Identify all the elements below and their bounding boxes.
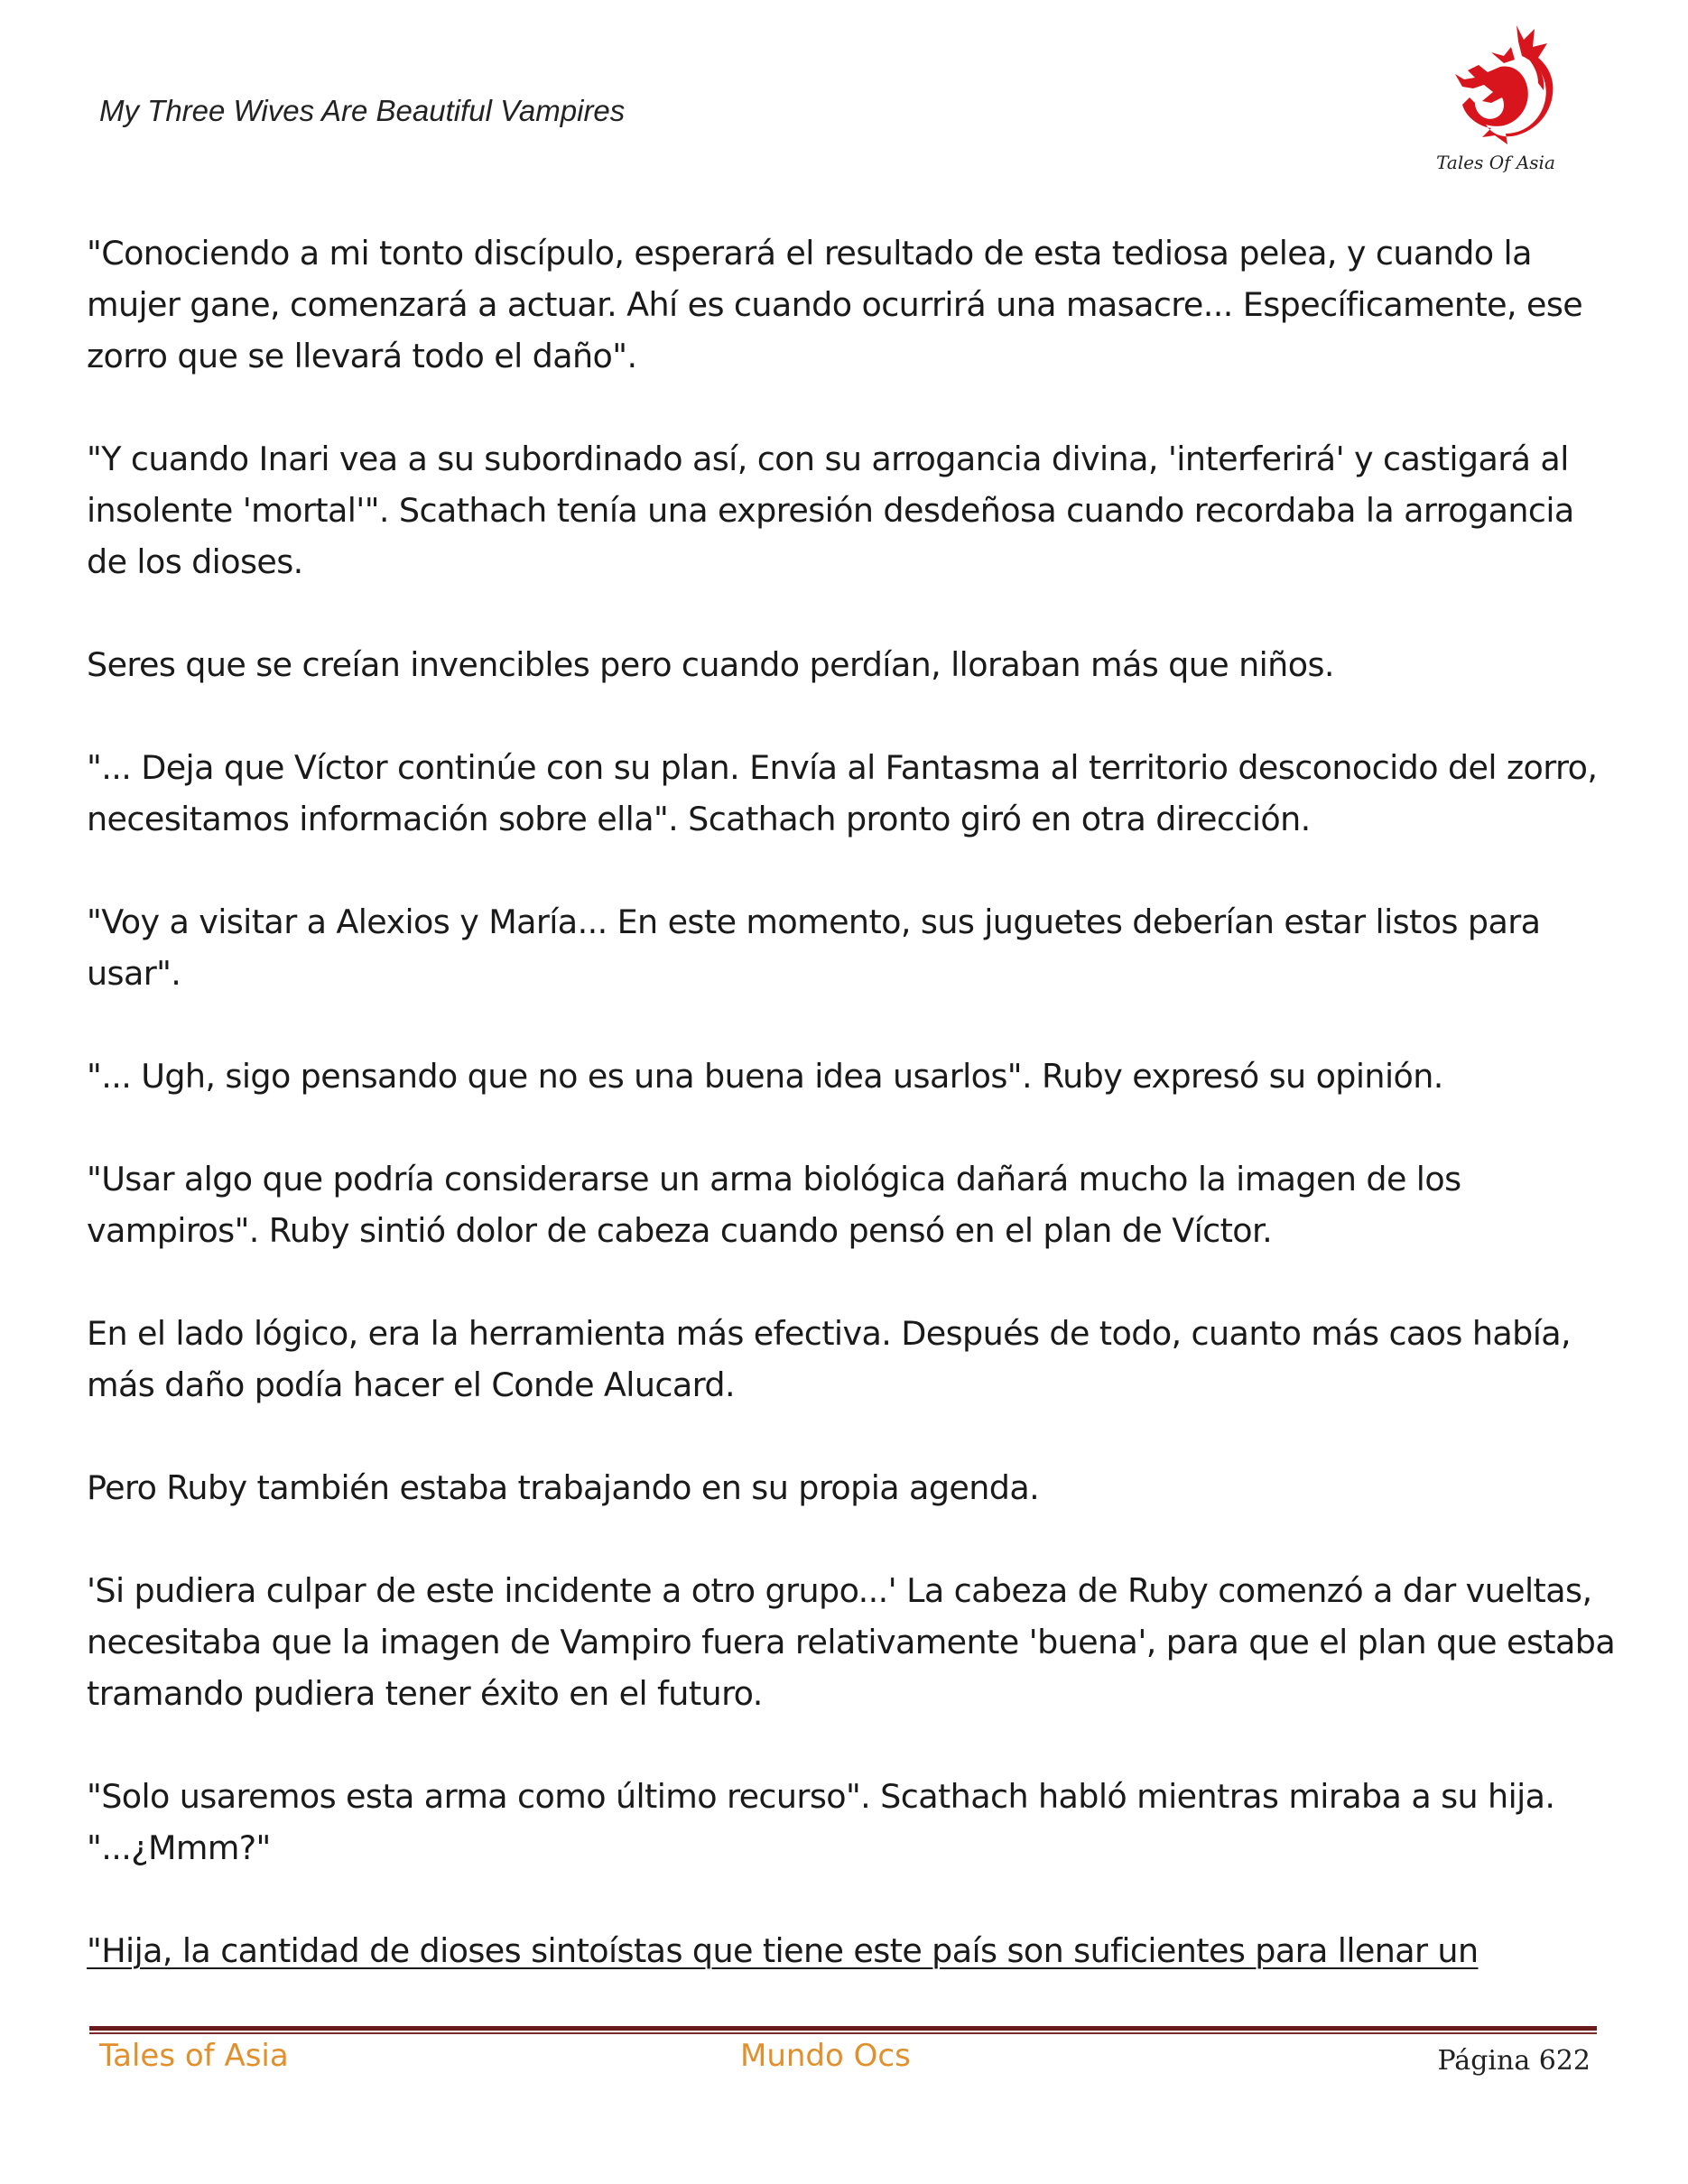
paragraph: 'Si pudiera culpar de este incidente a otro grupo...' La cabeza de Ruby comenzó a dar vueltas, necesitaba que la imagen de Vampiro fuera relativamente 'buena', para que el plan que estaba tramando pudiera tener éxito en el futuro. [87,1571,1616,1713]
footer-section-name: Mundo Ocs [740,2038,911,2074]
page-body [87,227,1621,2010]
paragraph: "Voy a visitar a Alexios y María... En este momento, sus juguetes deberían estar listos para usar". [87,902,1541,993]
footer-divider-thin [89,2032,1597,2034]
paragraph: "...¿Mmm?" [87,1828,271,1867]
page-number: Página 622 [1437,2045,1591,2077]
paragraph: Seres que se creían invencibles pero cuando perdían, lloraban más que niños. [87,645,1334,684]
paragraph: "Solo usaremos esta arma como último recurso". Scathach habló mientras miraba a su hija. [87,1777,1555,1816]
logo-text: Tales Of Asia [1436,152,1555,173]
paragraph: "Y cuando Inari vea a su subordinado así, con su arrogancia divina, 'interferirá' y castigará al insolente 'mortal'". Scathach tenía una expresión desdeñosa cuando recordaba la arrogancia de los dioses. [87,440,1574,581]
paragraph: "... Ugh, sigo pensando que no es una buena idea usarlos". Ruby expresó su opinión. [87,1057,1443,1096]
footer-divider [89,2026,1597,2031]
running-header-title: My Three Wives Are Beautiful Vampires [99,94,626,127]
paragraph: Pero Ruby también estaba trabajando en su propia agenda. [87,1468,1040,1507]
paragraph: "... Deja que Víctor continúe con su plan. Envía al Fantasma al territorio desconocido del zorro, necesitamos información sobre ella". Scathach pronto giró en otra dirección. [87,748,1598,838]
paragraph: "Conociendo a mi tonto discípulo, esperará el resultado de esta tediosa pelea, y cuando la mujer gane, comenzará a actuar. Ahí es cuando ocurrirá una masacre... Específicamente, ese zorro que se llevará todo el daño". [87,234,1583,375]
paragraph: "Usar algo que podría considerarse un arma biológica dañará mucho la imagen de los vampiros". Ruby sintió dolor de cabeza cuando pensó en el plan de Víctor. [87,1160,1461,1250]
paragraph: En el lado lógico, era la herramienta más efectiva. Después de todo, cuanto más caos había, más daño podía hacer el Conde Alucard. [87,1314,1572,1404]
footer-site-name: Tales of Asia [99,2038,289,2074]
paragraph-cut-off: "Hija, la cantidad de dioses sintoístas que tiene este país son suficientes para llenar un [87,1931,1479,1970]
